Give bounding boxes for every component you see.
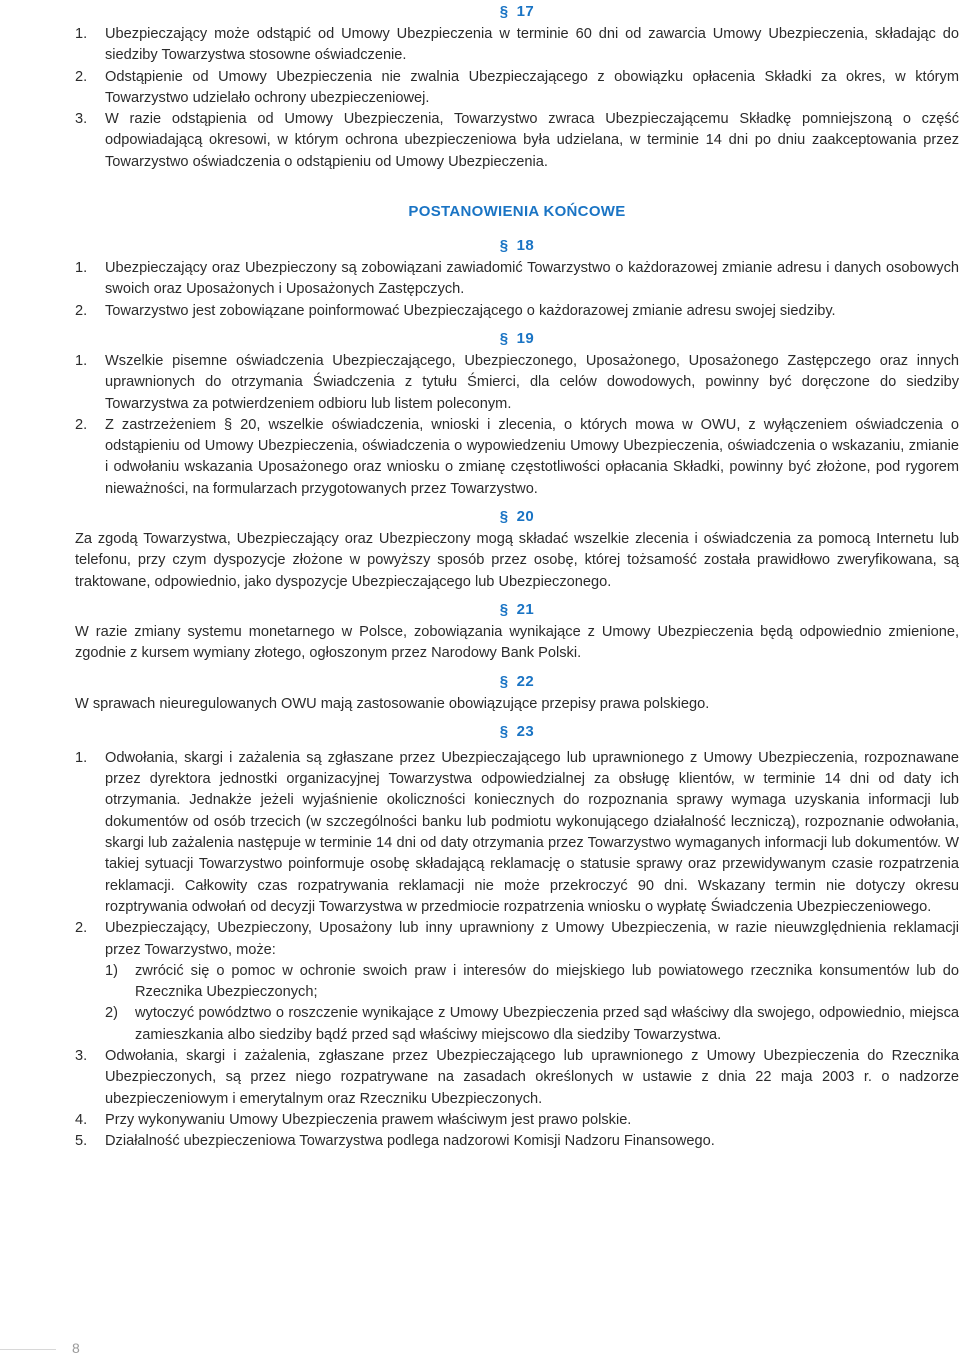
list-item — [75, 258, 959, 301]
item-number: 1. — [75, 352, 88, 369]
section-19-list — [75, 351, 959, 500]
list-item — [75, 109, 959, 173]
section-number: 21 — [516, 600, 535, 618]
section-17-list — [75, 24, 959, 173]
item-number: 3. — [75, 111, 88, 128]
section-23-heading — [75, 719, 959, 744]
document-body — [75, 0, 959, 1152]
sub-item-text: zwrócić się o pomoc w ochronie swoich praw i interesów do miejskiego lub powiatowego rzecznika konsumentów lub do Rzecznika Ubezpieczonych; — [135, 962, 959, 1001]
item-text: Przy wykonywaniu Umowy Ubezpieczenia prawem właściwym jest prawo polskie. — [105, 1111, 632, 1128]
item-text: Towarzystwo jest zobowiązane poinformować Ubezpieczającego o każdorazowej zmianie adresu swojej siedziby. — [105, 302, 836, 319]
section-number: 18 — [516, 237, 535, 255]
item-number: 2. — [75, 68, 88, 85]
section-18-list — [75, 258, 959, 322]
footer-divider — [0, 1349, 56, 1350]
item-number: 1. — [75, 26, 88, 42]
section-symbol: § — [499, 3, 509, 20]
item-number: 3. — [75, 1047, 88, 1064]
section-symbol: § — [499, 329, 509, 347]
section-symbol: § — [499, 672, 509, 690]
section-22-text: W sprawach nieuregulowanych OWU mają zastosowanie obowiązujące przepisy prawa polskiego. — [75, 695, 710, 712]
section-21-text: W razie zmiany systemu monetarnego w Polsce, zobowiązania wynikające z Umowy Ubezpieczenia będą odpowiednio zmienione, zgodnie z kursem wymiany złotego, ogłoszonym przez Narodowy Bank Polski. — [75, 623, 959, 662]
item-text: Odwołania, skargi i zażalenia, zgłaszane przez Ubezpieczającego lub uprawnionego z Umowy Ubezpieczenia do Rzecznika Ubezpieczonych, są przez niego rozpatrywane na zasadach określonych w ustawie z dnia 22 maja 2003 r. o nadzorze ubezpieczeniowym i emerytalnym oraz Rzeczniku Ubezpieczonych. — [105, 1047, 959, 1107]
section-number: 23 — [516, 722, 535, 740]
item-number: 4. — [75, 1111, 88, 1128]
section-symbol: § — [499, 508, 509, 526]
section-number: 19 — [516, 329, 535, 347]
list-item — [75, 1046, 959, 1110]
item-text: Ubezpieczający oraz Ubezpieczony są zobowiązani zawiadomić Towarzystwo o każdorazowej zmianie adresu i danych osobowych swoich oraz Uposażonych i Uposażonych Zastępczych. — [105, 260, 959, 298]
sub-item-number: 1) — [105, 962, 118, 979]
sub-list — [105, 961, 959, 1046]
page-number: 8 — [72, 1340, 80, 1356]
section-18-heading — [75, 233, 959, 258]
chapter-heading: POSTANOWIENIA KOŃCOWE — [408, 203, 626, 221]
item-text: Odstąpienie od Umowy Ubezpieczenia nie zwalnia Ubezpieczającego z obowiązku opłacenia Składki za okres, w którym Towarzystwo udzielało ochrony ubezpieczeniowej. — [105, 68, 959, 106]
item-number: 2. — [75, 416, 88, 433]
list-item — [75, 1110, 959, 1131]
list-item — [75, 415, 959, 500]
list-item — [75, 351, 959, 415]
list-item — [75, 918, 959, 1046]
item-number: 2. — [75, 920, 88, 937]
item-text: Odwołania, skargi i zażalenia są zgłaszane przez Ubezpieczającego lub uprawnionego z Umowy Ubezpieczenia, rozpoznawane przez dyrektora jednostki organizacyjnej Towarzystwa odpowiedzialnej za obsługę klientów, w terminie 14 dni od daty ich otrzymania. Jednakże jeżeli wyjaśnienie okoliczności koniecznych do rozpoznania sprawy wymaga uzyskania informacji lub dokumentów od osób trzecich (w szczególności banku lub podmiotu wykonującego działalność leczniczą), rozpoznanie odwołania, skargi lub zażalenia następuje w terminie 14 dni od daty otrzymania przez Towarzystwo wymaganych informacji lub dokumentów. W takiej sytuacji Towarzystwo poinformuje osobę składającą reklamację o statusie sprawy oraz przewidywanym czasie rozpatrzenia reklamacji. Całkowity czas rozpatrywania reklamacji nie może przekroczyć 90 dni. Wskazany termin nie dotyczy okresu rozptrywania odwołań od decyzji Towarzystwa w przedmiocie rozpatrzenia wniosku o wypłatę Świadczenia Ubezpieczeniowego. — [105, 749, 959, 915]
item-text: Ubezpieczający może odstąpić od Umowy Ubezpieczenia w terminie 60 dni od zawarcia Umowy Ubezpieczenia, składając do siedziby Towarzystwa stosowne oświadczenie. — [105, 26, 959, 64]
item-text: Ubezpieczający, Ubezpieczony, Uposażony lub inny uprawniony z Umowy Ubezpieczenia, w razie nieuwzględnienia reklamacji przez Towarzystwo, może: — [105, 920, 959, 958]
section-21-heading — [75, 597, 959, 622]
section-22-heading — [75, 669, 959, 694]
section-symbol: § — [499, 237, 509, 255]
item-text: Z zastrzeżeniem § 20, wszelkie oświadczenia, wnioski i zlecenia, o których mowa w OWU, z wyłączeniem oświadczenia o odstąpieniu od Umowy Ubezpieczenia, oświadczenia o wypowiedzeniu Umowy Ubezpieczenia, oświadczenia o wskazaniu, zmianie i odwołaniu wskazania Uposażonego oraz wniosku o zmianę częstotliwości opłacania Składki, powinny być złożone, pod rygorem nieważności, na formularzach przygotowanych przez Towarzystwo. — [105, 416, 959, 497]
sub-item-number: 2) — [105, 1005, 118, 1022]
section-symbol: § — [499, 722, 509, 740]
item-text: W razie odstąpienia od Umowy Ubezpieczenia, Towarzystwo zwraca Ubezpieczającemu Składkę pomniejszoną o część odpowiadającą okresowi, w którym ochrona ubezpieczeniowa była udzielana, w terminie 14 dni po dniu zaakceptowania przez Towarzystwo oświadczenia o odstąpieniu od Umowy Ubezpieczenia. — [105, 111, 959, 170]
section-20-text: Za zgodą Towarzystwa, Ubezpieczający oraz Ubezpieczony mogą składać wszelkie zlecenia i oświadczenia za pomocą Internetu lub telefonu, przy czym dyspozycje złożone w powyższy sposób przez osobę, której tożsamość została prawidłowo zweryfikowana, są traktowane, odpowiednio, jako dyspozycje Ubezpieczającego lub Ubezpieczonego. — [75, 531, 959, 590]
item-number: 5. — [75, 1133, 88, 1150]
item-text: Wszelkie pisemne oświadczenia Ubezpieczającego, Ubezpieczonego, Uposażonego, Uposażonego Zastępczego oraz innych uprawnionych do otrzymania Świadczenia z tytułu Śmierci, dla celów dowodowych, powinny być doręczone do siedziby Towarzystwa za potwierdzeniem odbioru lub listem poleconym. — [105, 352, 959, 412]
list-item — [75, 301, 959, 322]
section-symbol: § — [499, 600, 509, 618]
item-number: 2. — [75, 302, 88, 319]
sub-item-text: wytoczyć powództwo o roszczenie wynikające z Umowy Ubezpieczenia przed sąd właściwy dla swojego, odpowiednio, miejsca zamieszkania albo siedziby bądź przed sąd właściwy miejscowo dla siedziby Towarzystwa. — [135, 1005, 959, 1043]
item-number: 1. — [75, 260, 88, 277]
section-number: 20 — [516, 508, 535, 526]
list-item — [75, 24, 959, 67]
item-text: Działalność ubezpieczeniowa Towarzystwa podlega nadzorowi Komisji Nadzoru Finansowego. — [105, 1133, 715, 1150]
sub-list-item — [105, 961, 959, 1004]
list-item — [75, 67, 959, 110]
section-23-list — [75, 748, 959, 1153]
section-19-heading — [75, 326, 959, 351]
section-number: 17 — [516, 3, 535, 20]
list-item — [75, 748, 959, 918]
section-17-heading — [75, 0, 959, 24]
section-20-heading — [75, 504, 959, 529]
item-number: 1. — [75, 749, 88, 766]
section-number: 22 — [516, 672, 535, 690]
list-item — [75, 1131, 959, 1152]
sub-list-item — [105, 1003, 959, 1046]
